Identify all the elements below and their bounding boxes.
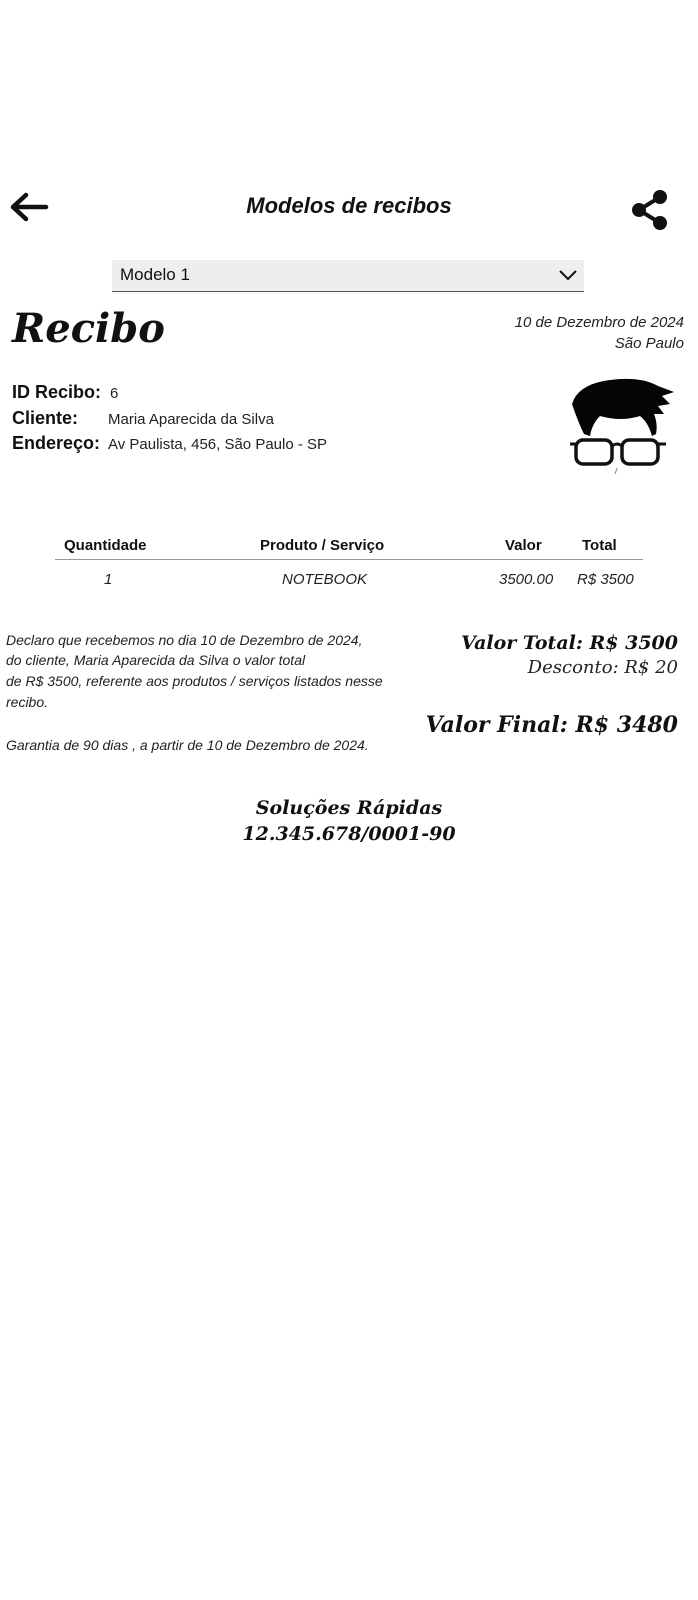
table-cell-total: R$ 3500 (577, 571, 634, 588)
declaration-line: recibo. (6, 694, 49, 710)
model-select-value: Modelo 1 (120, 265, 190, 284)
client-label: Cliente: (12, 408, 79, 428)
receipt-title: Recibo (12, 305, 165, 352)
final-value: Valor Final: R$ 3480 (425, 712, 678, 738)
table-cell-quantity: 1 (104, 571, 113, 588)
address-value: Av Paulista, 456, São Paulo - SP (108, 436, 328, 453)
receipt-city: São Paulo (614, 335, 684, 352)
declaration-line: de R$ 3500, referente aos produtos / serviços listados nesse (6, 673, 383, 689)
receipt-id-label: ID Recibo: (12, 382, 102, 402)
table-cell-product: NOTEBOOK (282, 571, 368, 588)
model-select[interactable] (112, 260, 584, 292)
share-icon (628, 188, 672, 232)
avatar-glasses-icon (570, 378, 680, 478)
receipt-id-value: 6 (110, 385, 119, 402)
company-cnpj: 12.345.678/0001-90 (242, 823, 456, 845)
page-title: Modelos de recibos (246, 193, 452, 218)
col-header-quantity: Quantidade (64, 537, 147, 554)
table-cell-value: 3500.00 (499, 571, 554, 588)
table-divider (55, 559, 643, 560)
address-label: Endereço: (12, 433, 101, 453)
share-button[interactable] (628, 188, 672, 232)
declaration-line: Declaro que recebemos no dia 10 de Dezembro de 2024, (6, 632, 363, 648)
client-value: Maria Aparecida da Silva (108, 411, 274, 428)
company-name: Soluções Rápidas (255, 797, 443, 819)
warranty-text: Garantia de 90 dias , a partir de 10 de Dezembro de 2024. (6, 737, 369, 753)
total-value: Valor Total: R$ 3500 (461, 632, 678, 654)
avatar (570, 378, 680, 478)
receipt-date: 10 de Dezembro de 2024 (514, 314, 684, 331)
col-header-value: Valor (505, 537, 542, 554)
declaration-line: do cliente, Maria Aparecida da Silva o valor total (6, 652, 306, 668)
col-header-product: Produto / Serviço (260, 537, 385, 554)
col-header-total: Total (582, 537, 617, 554)
chevron-down-icon (558, 268, 578, 282)
discount-value: Desconto: R$ 20 (527, 657, 678, 678)
